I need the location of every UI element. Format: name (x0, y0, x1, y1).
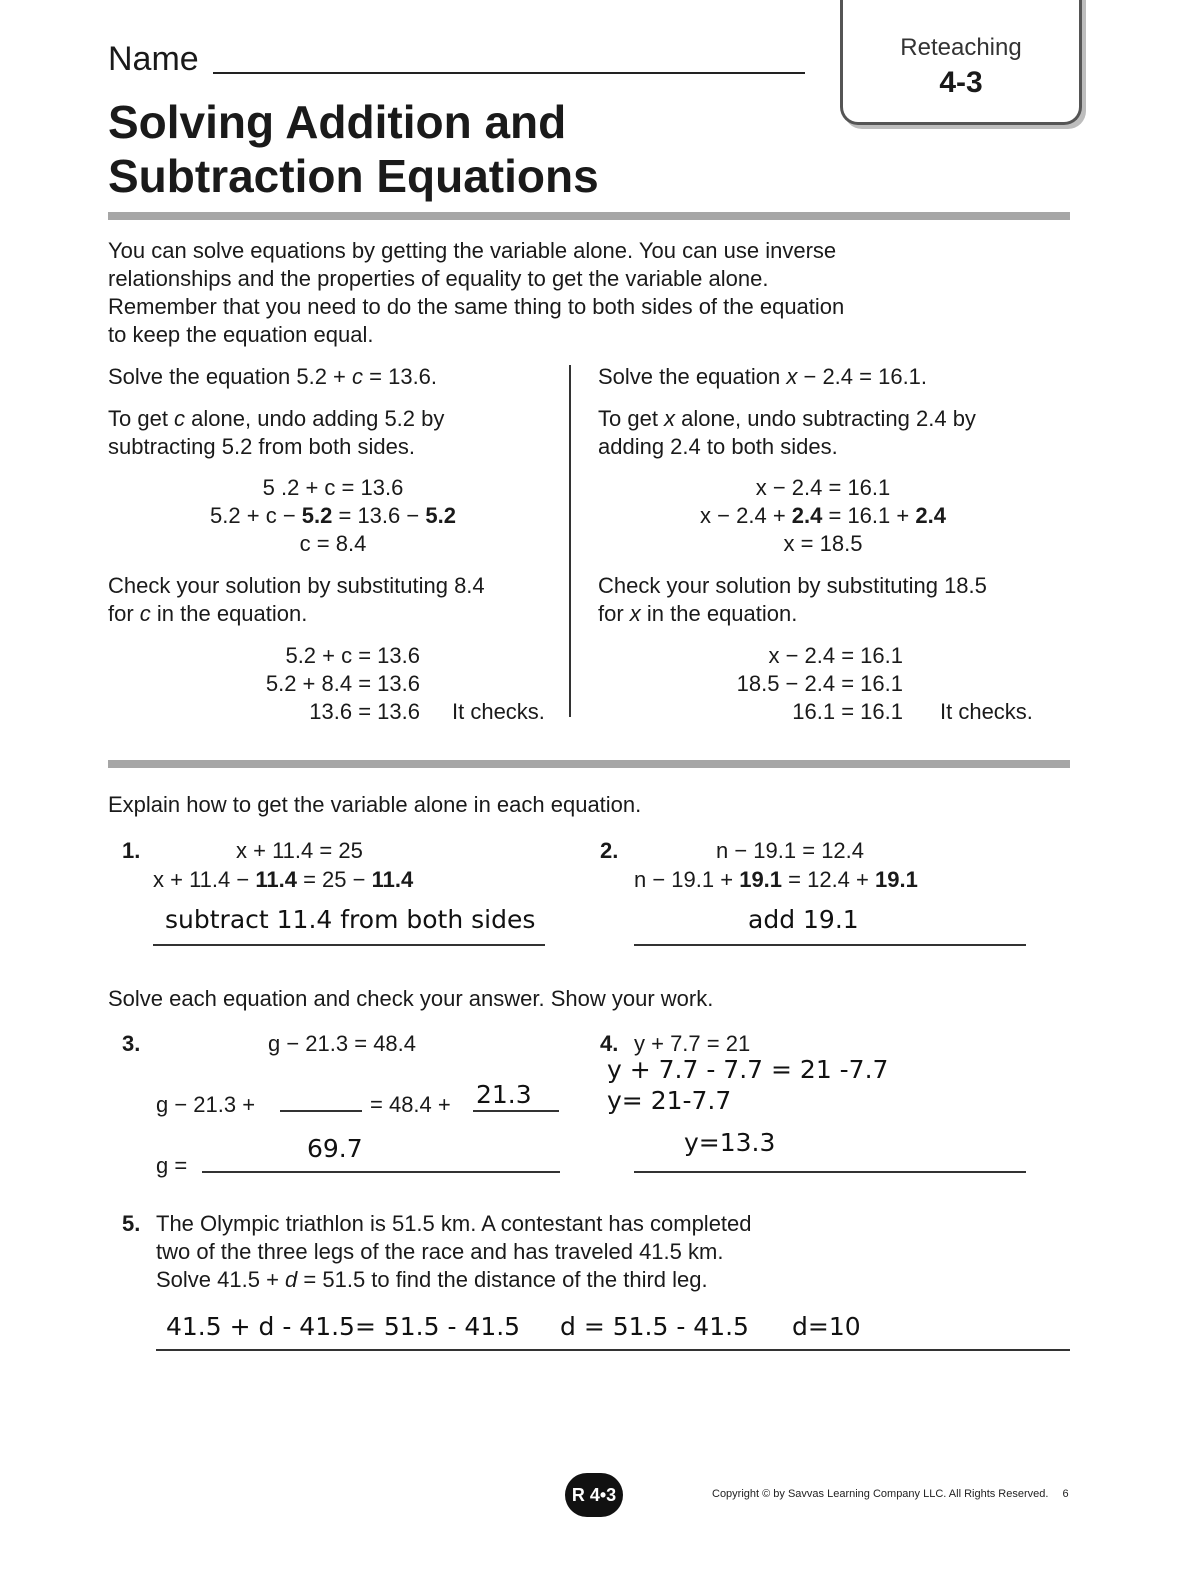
name-field-line[interactable] (213, 72, 805, 74)
problem-3-equation: g − 21.3 = 48.4 (268, 1031, 417, 1056)
example-left-checks: It checks. (452, 699, 545, 724)
equation: 13.6 = 13.6 (309, 699, 420, 724)
problem-3-g-label: g = (156, 1153, 188, 1178)
problem-4-work-2[interactable]: y= 21-7.7 (607, 1086, 732, 1115)
instruction-solve: Solve each equation and check your answer. Show your work. (108, 986, 714, 1011)
example-left-check-equations (108, 642, 420, 726)
equation: x = 18.5 (783, 531, 863, 556)
equation: x − 2.4 = 16.1 (755, 475, 891, 500)
problem-3-answer-line (202, 1171, 560, 1173)
equation: 5.2 + c − 5.2 = 13.6 − 5.2 (210, 503, 456, 528)
example-right-prompt: Solve the equation x − 2.4 = 16.1. (598, 364, 928, 389)
problem-5-number: 5. (122, 1211, 141, 1236)
tab-number: 4-3 (939, 66, 983, 99)
problem-5-work-1[interactable]: 41.5 + d - 41.5= 51.5 - 41.5 (166, 1312, 521, 1341)
problem-4-answer-line (634, 1171, 1026, 1173)
column-divider (569, 365, 571, 717)
intro-paragraph: You can solve equations by getting the variable alone. You can use inverse relationships and the properties of equality to get the variable alone. Remember that you need to do the same thing to both sides of the equation to keep the equation equal. (108, 238, 845, 347)
problem-2-work: n − 19.1 + 19.1 = 12.4 + 19.1 (634, 867, 918, 892)
problem-2-answer-line (634, 944, 1026, 946)
problem-1-answer[interactable]: subtract 11.4 from both sides (165, 905, 536, 934)
example-right-checks: It checks. (940, 699, 1033, 724)
problem-3-blank-answer[interactable]: 21.3 (476, 1080, 532, 1109)
problem-4-work-1[interactable]: y + 7.7 - 7.7 = 21 -7.7 (607, 1055, 889, 1084)
problem-3-number: 3. (122, 1031, 141, 1056)
page-badge: R 4•3 (565, 1473, 623, 1517)
equation: x − 2.4 + 2.4 = 16.1 + 2.4 (700, 503, 946, 528)
name-label: Name (108, 40, 199, 78)
example-left-step: To get c alone, undo adding 5.2 by (108, 406, 445, 431)
equation: x − 2.4 = 16.1 (768, 643, 903, 668)
problem-2-answer[interactable]: add 19.1 (748, 905, 859, 934)
section-rule-top (108, 212, 1070, 220)
example-right-equations (598, 474, 1048, 558)
instruction-explain: Explain how to get the variable alone in each equation. (108, 792, 642, 817)
problem-3-blank-line[interactable] (280, 1110, 362, 1112)
copyright-text: Copyright © by Savvas Learning Company LLC. All Rights Reserved. 6 (712, 1488, 1069, 1500)
equation: 5 .2 + c = 13.6 (262, 475, 404, 500)
problem-1-number: 1. (122, 838, 141, 863)
problem-3-work-left: g − 21.3 + (156, 1092, 256, 1117)
example-left-step-line2: subtracting 5.2 from both sides. (108, 434, 415, 459)
example-left-prompt: Solve the equation 5.2 + c = 13.6. (108, 364, 438, 389)
problem-3-work-right: = 48.4 + (370, 1092, 451, 1117)
example-left-check: Check your solution by substituting 8.4 for c in the equation. (108, 573, 485, 626)
example-right-check: Check your solution by substituting 18.5 for x in the equation. (598, 573, 987, 626)
problem-1-work: x + 11.4 − 11.4 = 25 − 11.4 (153, 867, 414, 892)
example-right-check-equations (598, 642, 903, 726)
equation: 16.1 = 16.1 (792, 699, 903, 724)
equation: 5.2 + c = 13.6 (285, 643, 420, 668)
equation: 18.5 − 2.4 = 16.1 (736, 671, 903, 696)
equation: c = 8.4 (299, 531, 367, 556)
problem-3-answer[interactable]: 69.7 (307, 1134, 363, 1163)
problem-5-text: The Olympic triathlon is 51.5 km. A contestant has completed two of the three legs of the race and has traveled 41.5 km. Solve 41.5 + d = 51.5 to find the distance of the third leg. (156, 1211, 752, 1292)
problem-2-number: 2. (600, 838, 619, 863)
problem-4-number: 4. (600, 1031, 619, 1056)
problem-5-work-3[interactable]: d=10 (792, 1312, 861, 1341)
example-right-step: To get x alone, undo subtracting 2.4 by (598, 406, 976, 431)
section-rule-middle (108, 760, 1070, 768)
lesson-tab (840, 0, 1082, 125)
problem-2-equation: n − 19.1 = 12.4 (716, 838, 865, 863)
problem-4-answer[interactable]: y=13.3 (684, 1128, 776, 1157)
problem-1-answer-line (153, 944, 545, 946)
example-right-step-line2: adding 2.4 to both sides. (598, 434, 838, 459)
example-left-equations (108, 474, 558, 558)
example-left (108, 363, 558, 461)
problem-5-work-2[interactable]: d = 51.5 - 41.5 (560, 1312, 749, 1341)
problem-1-equation: x + 11.4 = 25 (236, 838, 363, 863)
problem-3-blank-answer-line (473, 1110, 559, 1112)
tab-kicker: Reteaching (900, 34, 1022, 61)
example-right (598, 363, 1068, 461)
page-number: 6 (1062, 1488, 1069, 1500)
problem-5-answer-line (156, 1349, 1070, 1351)
problem-4-equation: y + 7.7 = 21 (634, 1031, 751, 1056)
equation: 5.2 + 8.4 = 13.6 (265, 671, 420, 696)
page-title: Solving Addition and Subtraction Equations (108, 96, 599, 202)
